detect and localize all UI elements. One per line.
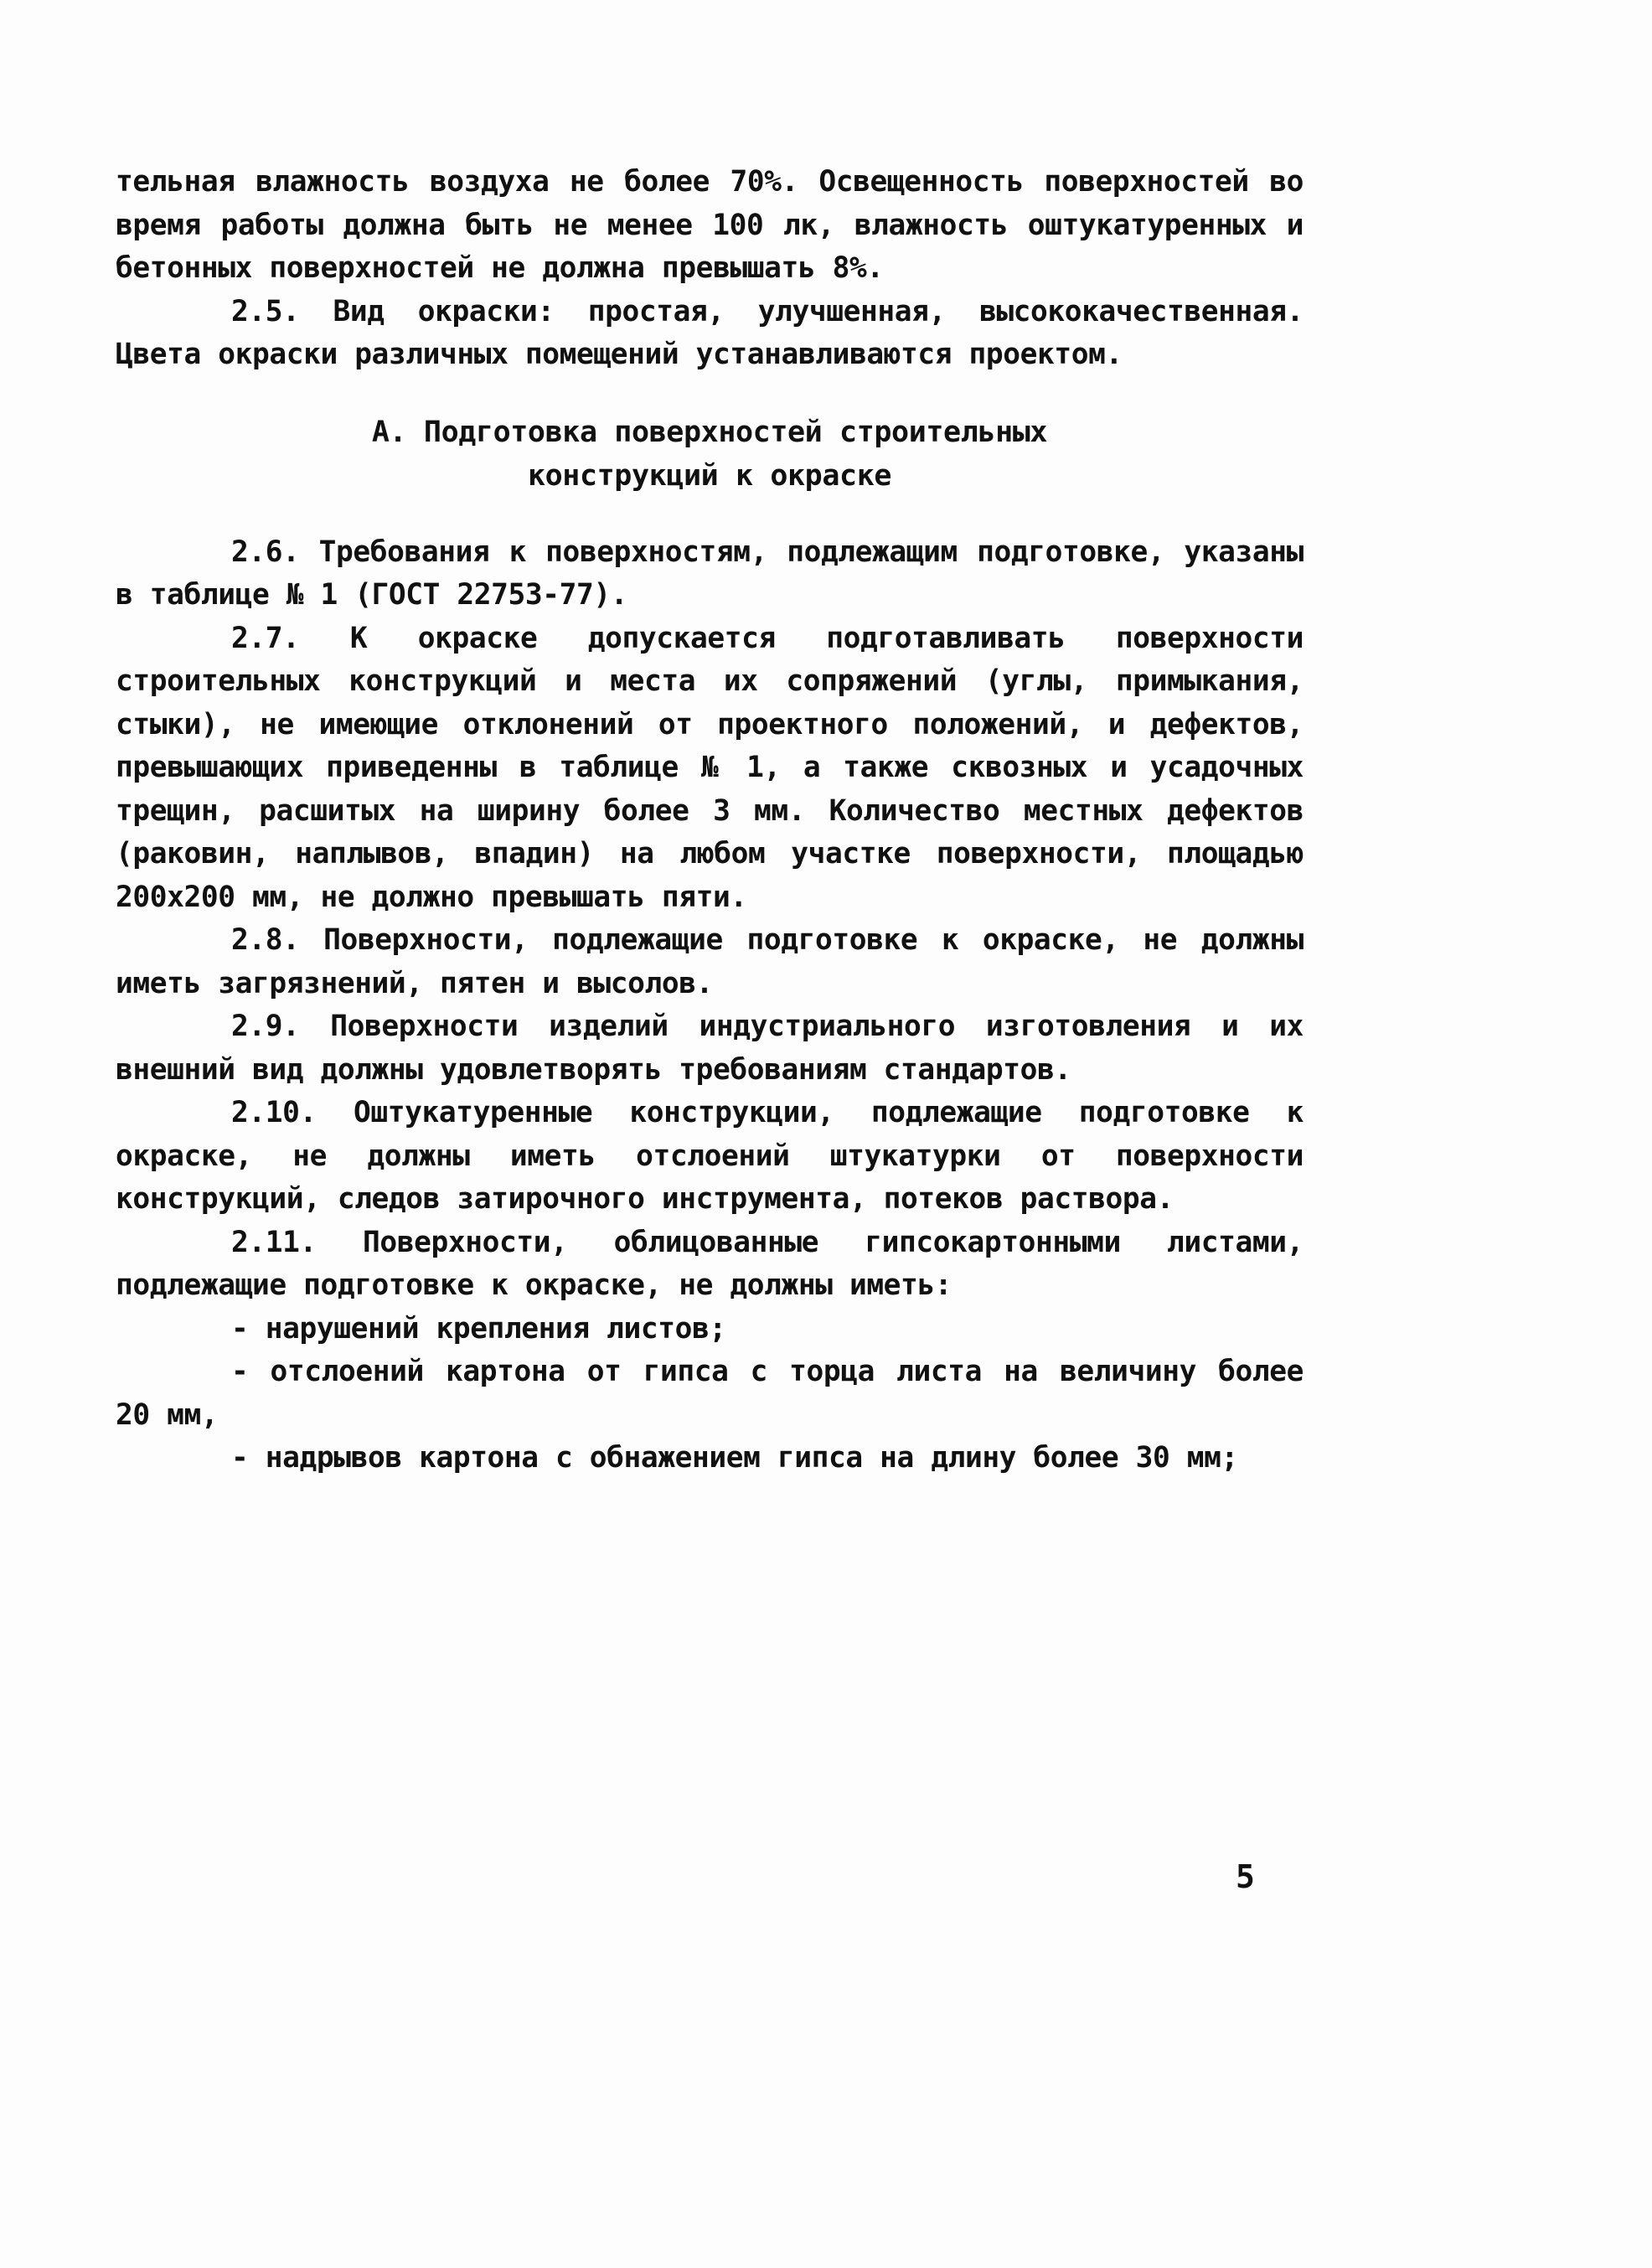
section-heading — [116, 411, 1304, 498]
paragraph-2-7: 2.7. К окраске допускается подготавливать поверхности строительных конструкций и места их сопряжений (углы, примыкания, стыки), не имеющие отклонений от проектного положений, и дефектов, превышающих приведенны в таблице № 1, а также сквозных и усадочных трещин, расшитых на ширину более 3 мм. Количество местных дефектов (раковин, наплывов, впадин) на любом участке поверхности, площадью 200х200 мм, не должно превышать пяти. — [116, 621, 1304, 914]
list-item-delamination: - отслоений картона от гипса с торца листа на величину более 20 мм, — [116, 1355, 1304, 1432]
section-heading-line-2: конструкций к окраске — [527, 458, 892, 493]
paragraph-2-8: 2.8. Поверхности, подлежащие подготовке к окраске, не должны иметь загрязнений, пятен и высолов. — [116, 923, 1304, 1000]
section-heading-line-1: А. Подготовка поверхностей строительных — [371, 415, 1048, 449]
document-body — [116, 161, 1304, 1480]
paragraph-2-9: 2.9. Поверхности изделий индустриального изготовления и их внешний вид должны удовлетворять требованиям стандартов. — [116, 1010, 1304, 1087]
page-number: 5 — [1236, 1858, 1255, 1895]
paragraph-2-10: 2.10. Оштукатуренные конструкции, подлежащие подготовке к окраске, не должны иметь отслоений штукатурки от поверхности конструкций, следов затирочного инструмента, потеков раствора. — [116, 1096, 1304, 1216]
paragraph-continuation: тельная влажность воздуха не более 70%. Освещенность поверхностей во время работы должна быть не менее 100 лк, влажность оштукатуренных и бетонных поверхностей не должна превышать 8%. — [116, 165, 1304, 285]
paragraph-2-11: 2.11. Поверхности, облицованные гипсокартонными листами, подлежащие подготовке к окраске, не должны иметь: — [116, 1225, 1304, 1302]
paragraph-2-5: 2.5. Вид окраски: простая, улучшенная, высококачественная. Цвета окраски различных помещений устанавливаются проектом. — [116, 294, 1304, 371]
paragraph-2-6: 2.6. Требования к поверхностям, подлежащим подготовке, указаны в таблице № 1 (ГОСТ 22753-77). — [116, 535, 1304, 612]
list-item-fastening: - нарушений крепления листов; — [231, 1311, 726, 1346]
list-item-tears: - надрывов картона с обнажением гипса на длину более 30 мм; — [231, 1441, 1238, 1475]
